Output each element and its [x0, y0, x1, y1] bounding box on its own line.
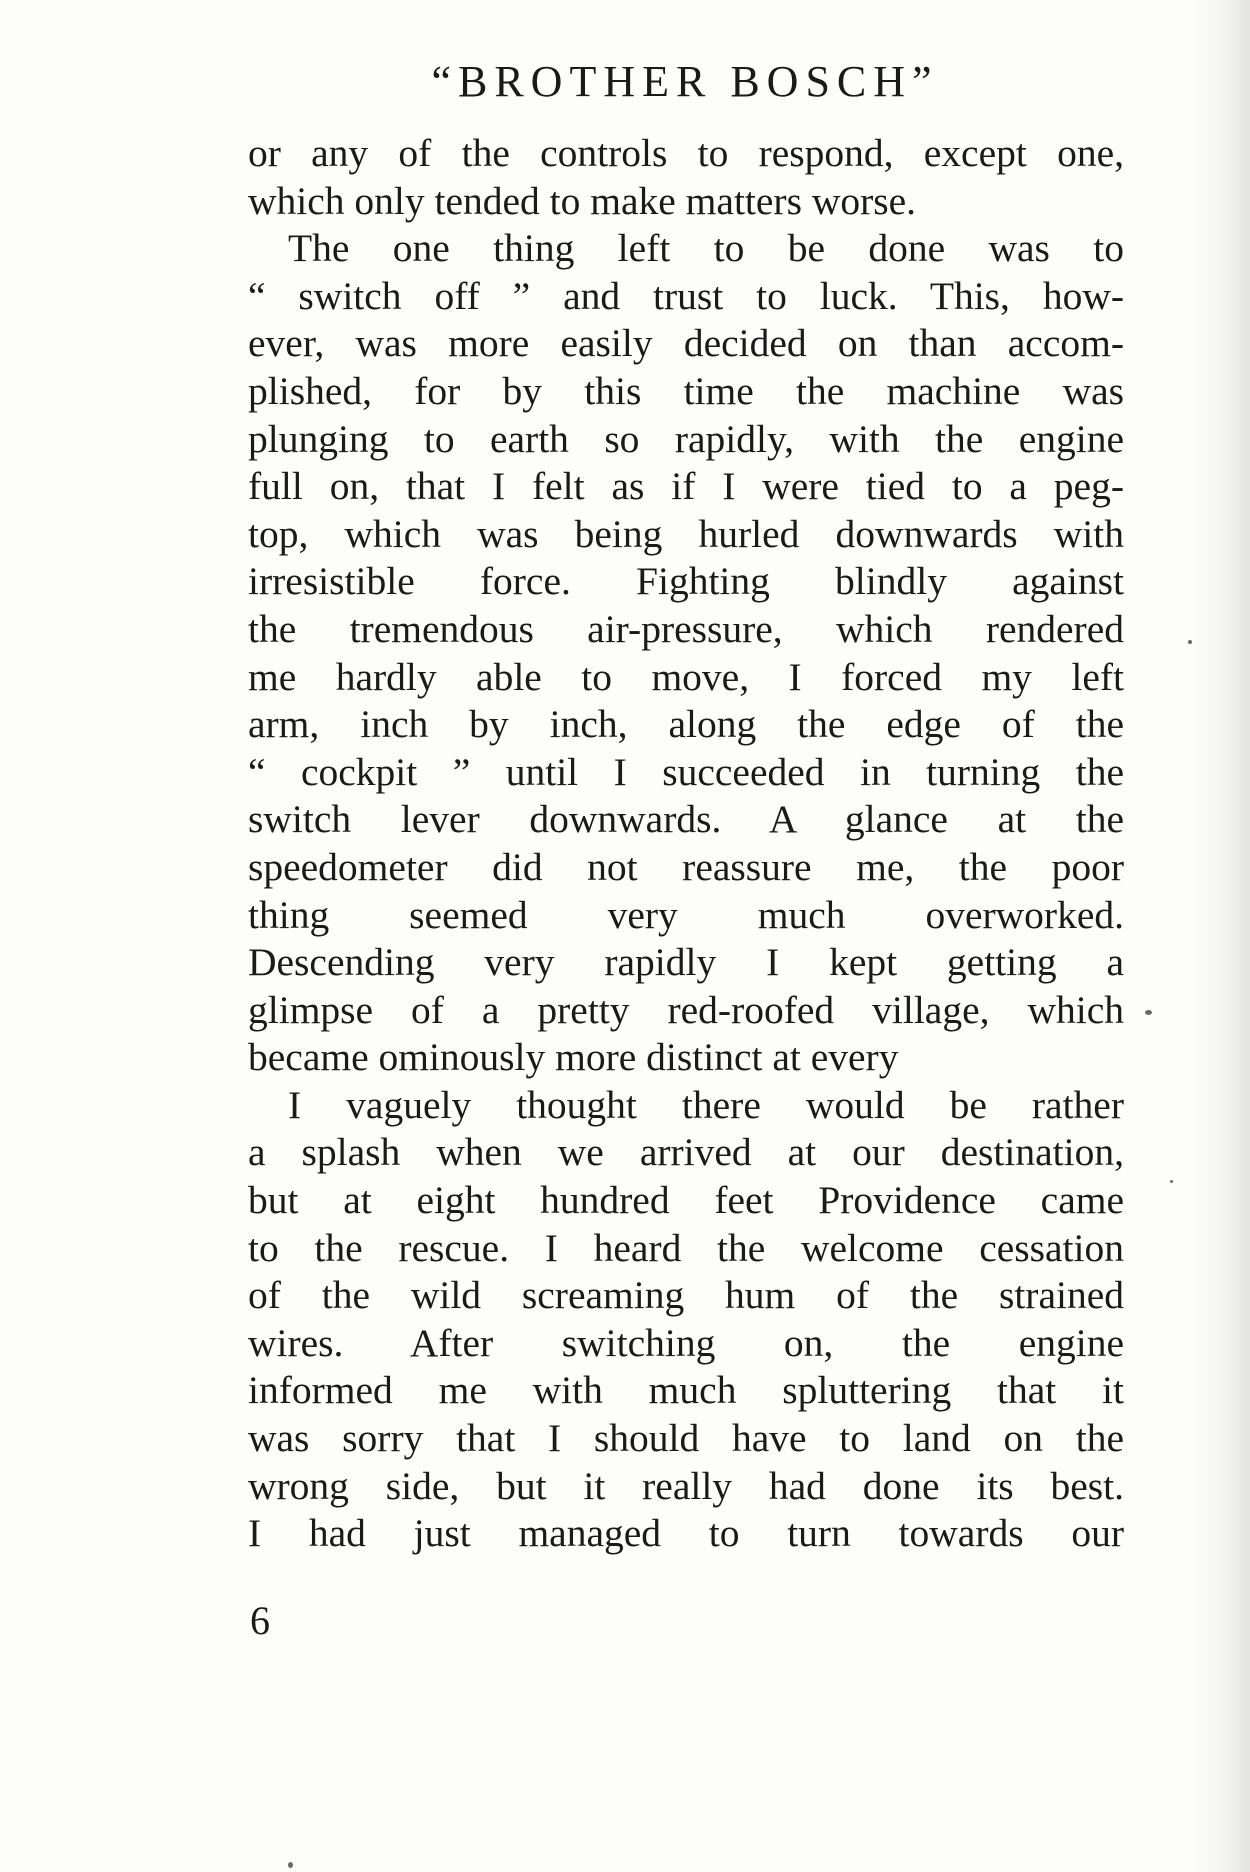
text-line: I vaguely thought there would be rather — [288, 1082, 1124, 1127]
text-line: irresistible force. Fighting blindly against — [248, 559, 1124, 604]
text-line: thing seemed very much overworked. — [248, 892, 1124, 937]
scan-speck — [288, 1862, 293, 1868]
paragraph — [248, 1082, 1124, 1558]
text-line: Descending very rapidly I kept getting a — [248, 940, 1124, 985]
scan-speck — [1145, 1010, 1152, 1015]
running-head: “BROTHER BOSCH” — [431, 57, 939, 106]
text-line: ever, was more easily decided on than accom- — [248, 321, 1124, 366]
text-line: or any of the controls to respond, except one, — [248, 131, 1124, 175]
text-line: full on, that I felt as if I were tied to a peg- — [248, 464, 1124, 509]
text-line: plunging to earth so rapidly, with the engine — [248, 416, 1124, 461]
text-line: me hardly able to move, I forced my left — [248, 654, 1124, 699]
text-line: “ switch off ” and trust to luck. This, how- — [248, 273, 1124, 318]
page-number: 6 — [250, 1598, 270, 1643]
text-line: was sorry that I should have to land on the — [248, 1416, 1124, 1461]
text-line: but at eight hundred feet Providence came — [248, 1178, 1124, 1223]
text-line: the tremendous air-pressure, which rendered — [248, 606, 1124, 651]
scan-edge-shadow — [1190, 0, 1250, 1872]
text-line: plished, for by this time the machine was — [248, 368, 1124, 413]
text-line: a splash when we arrived at our destination, — [248, 1130, 1124, 1175]
paragraph — [248, 130, 1124, 225]
text-line: “ cockpit ” until I succeeded in turning the — [248, 749, 1124, 794]
text-line: arm, inch by inch, along the edge of the — [248, 702, 1124, 747]
text-line: speedometer did not reassure me, the poor — [248, 844, 1124, 889]
text-line: switch lever downwards. A glance at the — [248, 797, 1124, 842]
text-line: of the wild screaming hum of the strained — [248, 1273, 1124, 1318]
body-text — [248, 130, 1124, 1558]
text-line: top, which was being hurled downwards with — [248, 511, 1124, 556]
text-line: I had just managed to turn towards our — [248, 1511, 1124, 1556]
text-line: which only tended to make matters worse. — [248, 178, 917, 223]
scan-speck — [1170, 1180, 1173, 1183]
text-line: wrong side, but it really had done its best. — [248, 1463, 1124, 1508]
text-line: informed me with much spluttering that it — [248, 1368, 1124, 1413]
text-line: wires. After switching on, the engine — [248, 1320, 1124, 1365]
text-line: The one thing left to be done was to — [288, 226, 1124, 271]
text-line: to the rescue. I heard the welcome cessation — [248, 1225, 1124, 1270]
text-line: became ominously more distinct at every — [248, 1035, 899, 1080]
paragraph — [248, 225, 1124, 1082]
text-line: glimpse of a pretty red-roofed village, which — [248, 987, 1124, 1032]
scan-speck — [1188, 640, 1192, 644]
